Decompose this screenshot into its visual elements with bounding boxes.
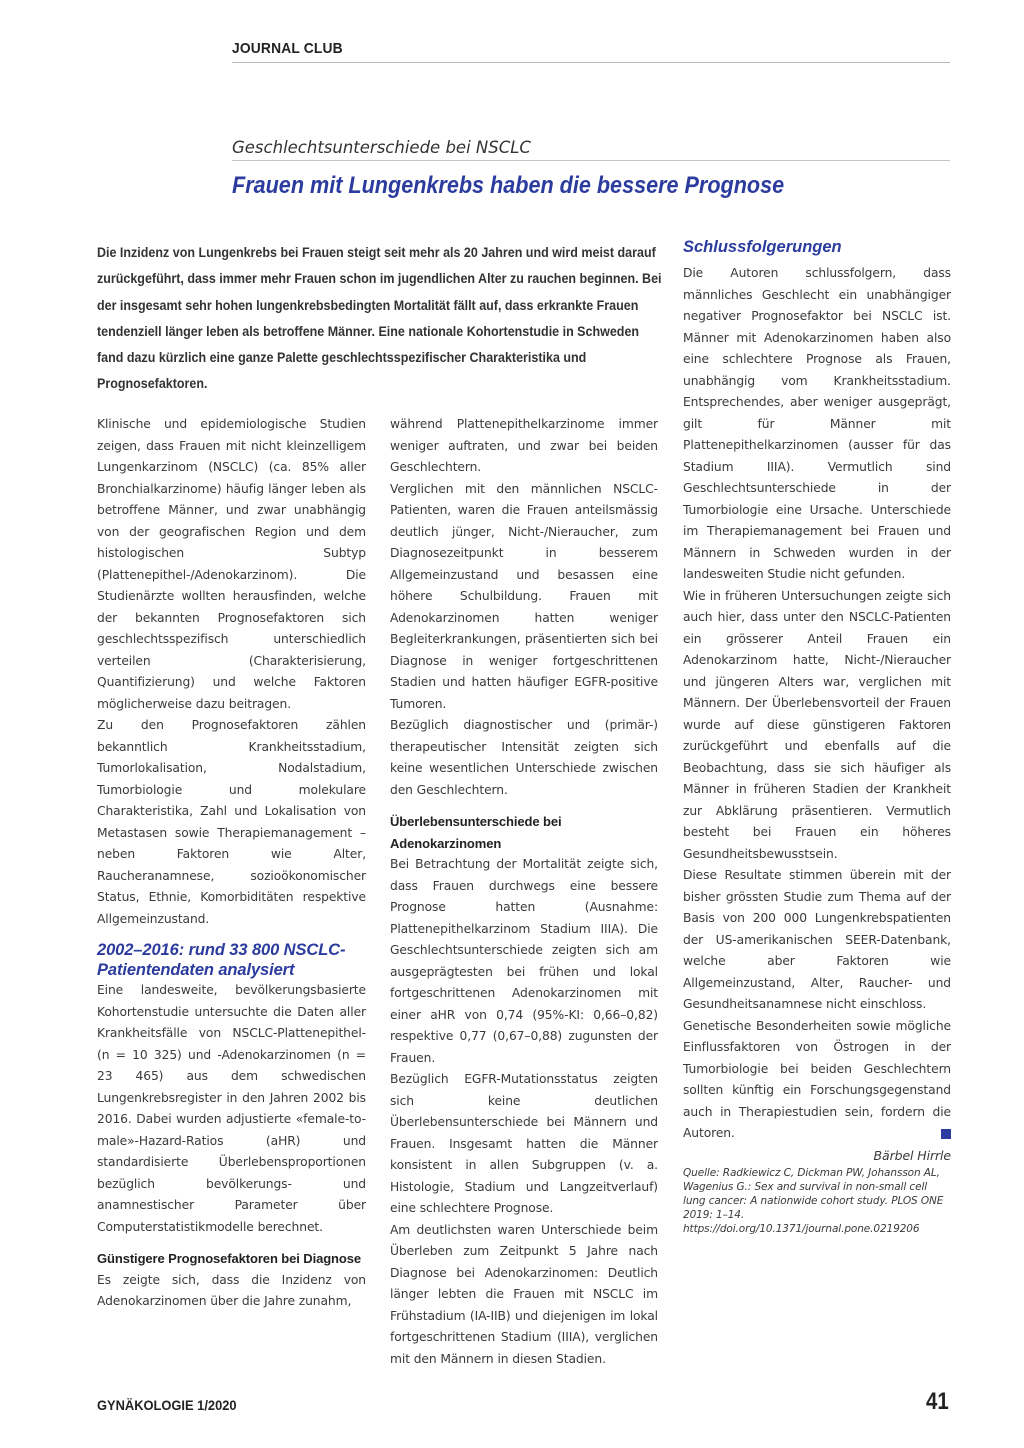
paragraph: Eine landesweite, bevölkerungsbasierte Kohortenstudie untersuchte die Daten aller Krankheitsfälle von NSCLC-Plattenepithel- (n = 10 325) und -Adenokarzinomen (n = 23 465) aus dem schwedischen Lungenkrebsregister in den Jahren 2002 bis 2016. Dabei wurden adjustierte «female-to-male»-Hazard-Ratios (aHR) und standardisierte Überlebensproportionen bezüglich bevölkerungs- und anamnestischer Parameter über Computerstatistikmodelle berechnet. — [97, 983, 366, 1234]
end-square-icon — [941, 1129, 951, 1139]
subheading: 2002–2016: rund 33 800 NSCLC-Patientendaten analysiert — [97, 941, 346, 979]
paragraph: Bei Betrachtung der Mortalität zeigte sich, dass Frauen durchwegs eine bessere Prognose hatten (Ausnahme: Plattenepithelkarzinom Stadium IIIA). Die Geschlechtsunterschiede zeigten sich am ausgeprägtesten bei frühen und lokal fortgeschrittenen Adenokarzinomen mit einer aHR von 0,74 (95%-KI: 0,66–0,82) respektive 0,77 (0,67–0,88) zugunsten der Frauen. — [390, 857, 658, 1065]
column-1 — [97, 414, 366, 1313]
column-2 — [390, 414, 658, 1370]
section-label: JOURNAL CLUB — [232, 40, 343, 57]
source-citation: Quelle: Radkiewicz C, Dickman PW, Johansson AL, Wagenius G.: Sex and survival in non-small cell lung cancer: A nationwide cohort study. PLOS ONE 2019: 1–14. https://doi.org/10.1371/journal.pone.0219206 — [683, 1167, 944, 1235]
paragraph: Wie in früheren Untersuchungen zeigte sich auch hier, dass unter den NSCLC-Patienten ein grösserer Anteil Frauen ein Adenokarzinom hatte, Nicht-/Nieraucher und jüngeren Alters war, verglichen mit Männern. Der Überlebensvorteil der Frauen wurde auf diese günstigeren Faktoren zurückgeführt und ebenfalls auf die Beobachtung, dass sie sich häufiger als Männer in früheren Stadien der Krankheit zur Abklärung präsentieren. Vermutlich besteht bei Frauen ein höheres Gesundheitsbewusstsein. — [683, 588, 951, 861]
paragraph: Es zeigte sich, dass die Inzidenz von Adenokarzinomen über die Jahre zunahm, — [97, 1272, 366, 1308]
paragraph: Klinische und epidemiologische Studien zeigen, dass Frauen mit nicht kleinzelligem Lungenkarzinom (NSCLC) (ca. 85% aller Bronchialkarzinome) häufig länger leben als betroffene Männer, und zwar unabhängig von der geografischen Region und dem histologischen Subtyp (Plattenepithel-/Adenokarzinom). Die Studienärzte wollten herausfinden, welche der bekannten Prognosefaktoren sich geschlechtsspezifisch unterschiedlich verteilen (Charakterisierung, Quantifizierung) und welche Faktoren möglicherweise dazu beitragen. — [97, 417, 366, 711]
article-kicker: Geschlechtsunterschiede bei NSCLC — [232, 138, 531, 157]
article-title: Frauen mit Lungenkrebs haben die bessere Prognose — [232, 172, 785, 199]
header-divider — [232, 62, 950, 63]
paragraph-text: Genetische Besonderheiten sowie mögliche Einflussfaktoren von Östrogen in der Tumorbiologie bei beiden Geschlechtern sollten künftig ein Forschungsgegenstand auch in Therapiestudien sein, fordern die Autoren. — [683, 1018, 951, 1140]
paragraph: Diese Resultate stimmen überein mit der bisher grössten Studie zum Thema auf der Basis von 200 000 Lungenkrebspatienten der US-amerikanischen SEER-Datenbank, welche aber Faktoren wie Allgemeinzustand, Alter, Raucher- und Gesundheitsanamnese nicht einschloss. — [683, 868, 951, 1011]
paragraph: Bezüglich diagnostischer und (primär-) therapeutischer Intensität zeigten sich keine wesentlichen Unterschiede zwischen den Geschlechtern. — [390, 718, 658, 797]
kicker-divider — [232, 160, 950, 161]
subheading: Überlebensunterschiede bei Adenokarzinomen — [390, 814, 562, 851]
paragraph: Die Autoren schlussfolgern, dass männliches Geschlecht ein unabhängiger negativer Prognosefaktor bei NSCLC ist. Männer mit Adenokarzinomen haben also eine schlechtere Prognose als Frauen, unabhängig vom Krankheitsstadium. Entsprechendes, aber weniger ausgeprägt, gilt für Männer mit Plattenepithelkarzinomen (ausser für das Stadium IIIA). Vermutlich sind Geschlechtsunterschiede in der Tumorbiologie eine Ursache. Unterschiede im Therapiemanagement bei Frauen und Männern in Schweden wurden in der landesweiten Studie nicht gefunden. — [683, 266, 951, 581]
paragraph: Am deutlichsten waren Unterschiede beim Überleben zum Zeitpunkt 5 Jahre nach Diagnose bei Adenokarzinomen: Deutlich länger lebten die Frauen mit NSCLC im Frühstadium (IA-IIB) und diejenigen im lokal fortgeschrittenen Stadium (IIIA), verglichen mit den Männern in diesen Stadien. — [390, 1222, 658, 1366]
author: Bärbel Hirrle — [873, 1147, 951, 1163]
paragraph: Zu den Prognosefaktoren zählen bekanntlich Krankheitsstadium, Tumorlokalisation, Nodalstadium, Tumorbiologie und molekulare Charakteristika, Zahl und Lokalisation von Metastasen sowie Therapiemanagement – neben Faktoren wie Alter, Raucheranamnese, sozioökonomischer Status, Ethnie, Komorbiditäten respektive Allgemeinzustand. — [97, 718, 366, 926]
paragraph — [683, 1016, 951, 1145]
paragraph: Bezüglich EGFR-Mutationsstatus zeigten sich keine deutlichen Überlebensunterschiede bei Männern und Frauen. Insgesamt hatten die Männer konsistent in allen Subgruppen (v. a. Histologie, Stadium und Langzeitverlauf) eine schlechtere Prognose. — [390, 1072, 658, 1215]
column-3 — [683, 263, 951, 1236]
subheading-conclusions: Schlussfolgerungen — [683, 238, 842, 256]
article-lead: Die Inzidenz von Lungenkrebs bei Frauen steigt seit mehr als 20 Jahren und wird meist darauf zurückgeführt, dass immer mehr Frauen schon im jugendlichen Alter zu rauchen beginnen. Bei der insgesamt sehr hohen lungenkrebsbedingten Mortalität fällt auf, dass erkrankte Frauen tendenziell länger leben als betroffene Männer. Eine nationale Kohortenstudie in Schweden fand dazu kürzlich eine ganze Palette geschlechtsspezifischer Charakteristika und Prognosefaktoren. — [97, 245, 662, 392]
page-number: 41 — [926, 1388, 949, 1415]
subheading: Günstigere Prognosefaktoren bei Diagnose — [97, 1251, 361, 1266]
paragraph: während Plattenepithelkarzinome immer weniger auftraten, und zwar bei beiden Geschlechtern. — [390, 417, 658, 474]
footer-journal: GYNÄKOLOGIE 1/2020 — [97, 1397, 237, 1413]
paragraph: Verglichen mit den männlichen NSCLC-Patienten, waren die Frauen anteilsmässig deutlich jünger, Nicht-/Nieraucher, zum Diagnosezeitpunkt in besserem Allgemeinzustand und besassen eine höhere Schulbildung. Frauen mit Adenokarzinomen hatten weniger Begleiterkrankungen, präsentierten sich bei Diagnose in weniger fortgeschrittenen Stadien und hatten häufiger EGFR-positive Tumoren. — [390, 481, 658, 711]
